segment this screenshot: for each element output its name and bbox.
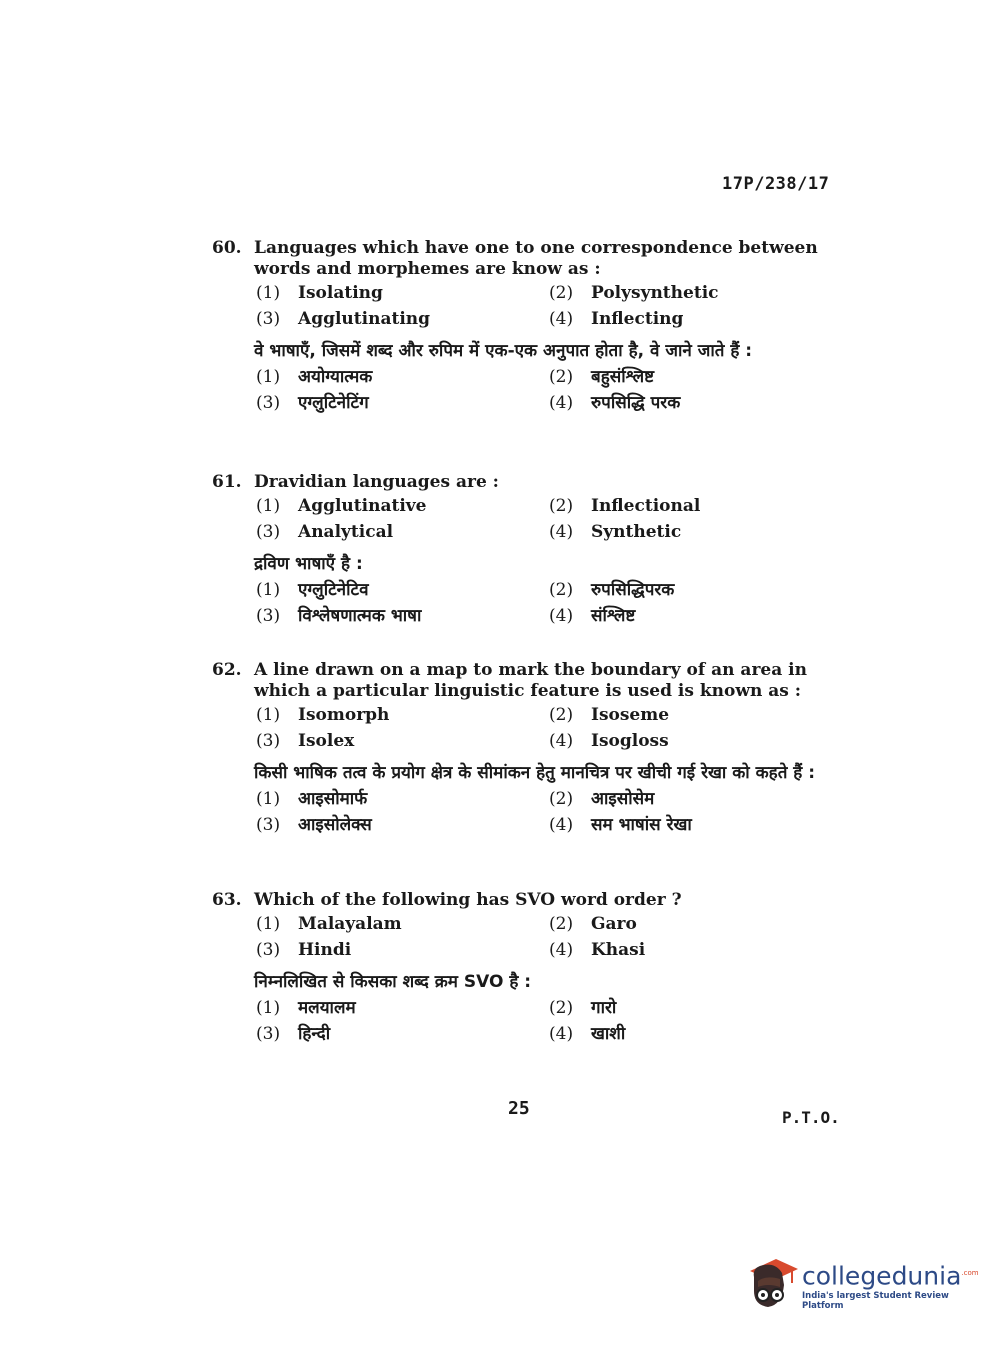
hindi-options	[256, 577, 842, 629]
hindi-option-1: आइसोमार्फ	[298, 789, 368, 809]
option-label: (1)	[256, 914, 281, 934]
option-3: Analytical	[298, 522, 394, 542]
option-label: (2)	[549, 283, 574, 303]
option-label: (4)	[549, 815, 574, 835]
option-label: (3)	[256, 815, 281, 835]
collegedunia-watermark	[742, 1252, 979, 1318]
option-label: (3)	[256, 731, 281, 751]
option-2: Polysynthetic	[591, 283, 719, 303]
option-label: (3)	[256, 309, 281, 329]
option-label: (4)	[549, 1024, 574, 1044]
brand-tagline: India's largest Student Review Platform	[802, 1290, 949, 1311]
option-4: Synthetic	[591, 522, 682, 542]
hindi-options	[256, 786, 842, 838]
hindi-option-4: रुपसिद्धि परक	[591, 393, 681, 413]
english-options	[256, 911, 842, 963]
hindi-option-2: आइसोसेम	[591, 789, 655, 809]
question-text: Languages which have one to one correspondence between words and morphemes are know as :	[254, 238, 818, 279]
question-61	[212, 472, 842, 629]
option-label: (4)	[549, 393, 574, 413]
hindi-question-text: किसी भाषिक तत्व के प्रयोग क्षेत्र के सीमांकन हेतु मानचित्र पर खीची गई रेखा को कहते हैं :	[254, 763, 816, 783]
option-1: Malayalam	[298, 914, 402, 934]
option-label: (1)	[256, 580, 281, 600]
hindi-question-text: द्रविण भाषाएँ है :	[254, 554, 363, 574]
option-label: (2)	[549, 367, 574, 387]
option-label: (1)	[256, 283, 281, 303]
option-label: (3)	[256, 1024, 281, 1044]
hindi-option-3: आइसोलेक्स	[298, 815, 372, 835]
hindi-options	[256, 364, 842, 416]
english-options	[256, 493, 842, 545]
option-label: (2)	[549, 580, 574, 600]
option-1: Isolating	[298, 283, 383, 303]
option-label: (4)	[549, 606, 574, 626]
hindi-option-2: रुपसिद्धिपरक	[591, 580, 675, 600]
option-label: (2)	[549, 914, 574, 934]
hindi-option-2: गारो	[591, 998, 617, 1018]
english-options	[256, 702, 842, 754]
page-number: 25	[508, 1098, 530, 1119]
option-label: (1)	[256, 496, 281, 516]
option-3: Isolex	[298, 731, 355, 751]
hindi-option-4: सम भाषांस रेखा	[591, 815, 692, 835]
option-label: (2)	[549, 705, 574, 725]
question-number: 61.	[212, 472, 242, 492]
question-text: Dravidian languages are :	[254, 472, 499, 492]
english-options	[256, 280, 842, 332]
hindi-options	[256, 995, 842, 1047]
question-number: 60.	[212, 238, 242, 258]
question-62	[212, 660, 842, 838]
option-4: Khasi	[591, 940, 646, 960]
question-number: 63.	[212, 890, 242, 910]
collegedunia-logo-icon	[742, 1255, 798, 1315]
hindi-option-1: मलयालम	[298, 998, 356, 1018]
pto-label: P.T.O.	[782, 1108, 840, 1127]
option-label: (3)	[256, 393, 281, 413]
option-label: (1)	[256, 705, 281, 725]
hindi-option-4: संश्लिष्ट	[591, 606, 636, 626]
option-label: (3)	[256, 606, 281, 626]
option-4: Isogloss	[591, 731, 669, 751]
hindi-option-4: खाशी	[591, 1024, 626, 1044]
option-label: (1)	[256, 367, 281, 387]
question-text: A line drawn on a map to mark the boundary of an area in which a particular linguistic feature is used is known as :	[254, 660, 807, 701]
option-label: (1)	[256, 998, 281, 1018]
question-number: 62.	[212, 660, 242, 680]
hindi-option-3: विश्लेषणात्मक भाषा	[298, 606, 422, 626]
option-3: Agglutinating	[298, 309, 431, 329]
option-4: Inflecting	[591, 309, 684, 329]
hindi-question-text: वे भाषाएँ, जिसमें शब्द और रुपिम में एक-एक अनुपात होता है, वे जाने जाते हैं :	[254, 341, 753, 361]
paper-code: 17P/238/17	[722, 174, 830, 194]
option-1: Agglutinative	[298, 496, 427, 516]
option-label: (4)	[549, 522, 574, 542]
hindi-option-1: एग्लुटिनेटिव	[298, 580, 369, 600]
option-label: (4)	[549, 940, 574, 960]
question-text: Which of the following has SVO word order ?	[254, 890, 682, 910]
hindi-option-1: अयोग्यात्मक	[298, 367, 373, 387]
question-63	[212, 890, 842, 1047]
option-label: (2)	[549, 998, 574, 1018]
brand-domain-suffix: .com	[961, 1269, 979, 1278]
option-label: (2)	[549, 789, 574, 809]
option-3: Hindi	[298, 940, 352, 960]
brand-name: collegedunia	[802, 1261, 962, 1291]
hindi-option-2: बहुसंश्लिष्ट	[591, 367, 655, 387]
option-1: Isomorph	[298, 705, 390, 725]
hindi-question-text: निम्नलिखित से किसका शब्द क्रम SVO है :	[254, 972, 532, 992]
question-60	[212, 238, 842, 416]
option-label: (4)	[549, 731, 574, 751]
option-label: (4)	[549, 309, 574, 329]
hindi-option-3: एग्लुटिनेटिंग	[298, 393, 369, 413]
option-2: Isoseme	[591, 705, 670, 725]
hindi-option-3: हिन्दी	[298, 1024, 331, 1044]
option-label: (3)	[256, 522, 281, 542]
option-label: (1)	[256, 789, 281, 809]
option-2: Inflectional	[591, 496, 701, 516]
option-label: (2)	[549, 496, 574, 516]
option-label: (3)	[256, 940, 281, 960]
option-2: Garo	[591, 914, 637, 934]
